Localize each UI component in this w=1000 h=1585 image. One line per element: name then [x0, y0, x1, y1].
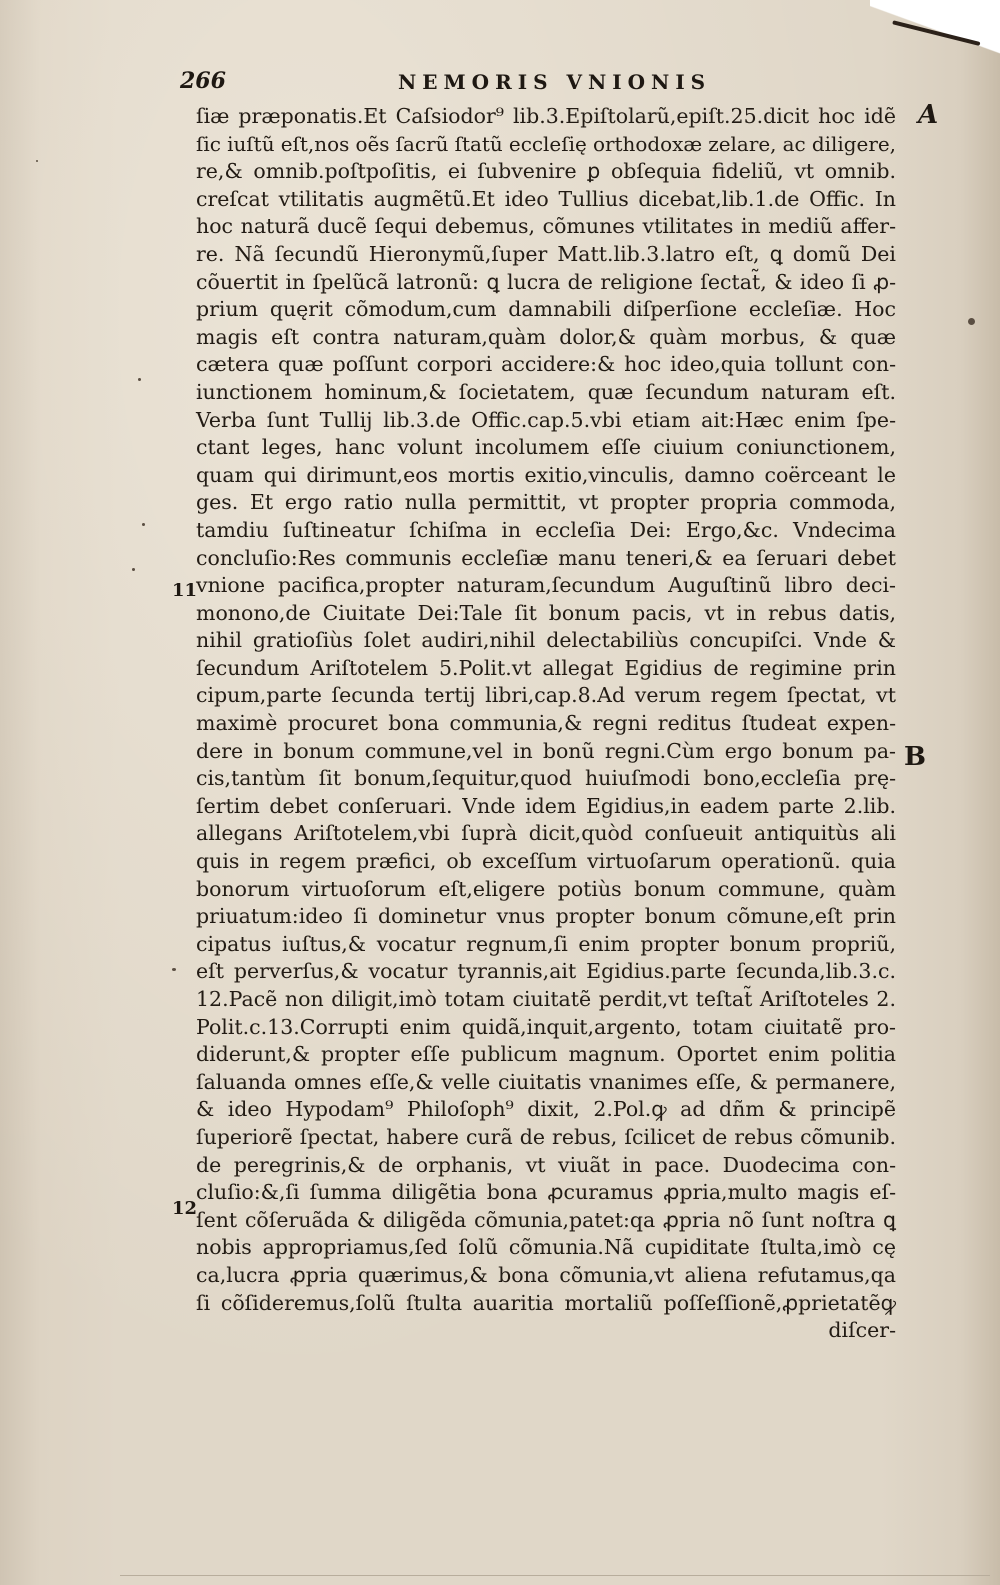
text-line: & ideo Hypodam⁹ Philoſoph⁹ dixit, 2.Pol.ꝙ ad dñm & principẽ	[196, 1097, 896, 1122]
ink-speck	[968, 318, 975, 325]
text-line: cætera quæ poſſunt corpori accidere:& hoc ideo,quia tollunt con-	[196, 352, 896, 377]
text-line: ſertim debet conſeruari. Vnde idem Egidius,in eadem parte 2.lib.	[196, 793, 896, 818]
margin-letter-b: B	[904, 742, 926, 772]
text-line: re,& omnib.poſtpoſitis, ei ſubvenire ꝑ obſequia fideliũ, vt omnib.	[196, 159, 896, 184]
text-line: ges. Et ergo ratio nulla permittit, vt propter propria commoda,	[196, 490, 896, 515]
margin-letter-a: A	[918, 100, 939, 130]
text-line: ctant leges, hanc volunt incolumem eſſe ciuium coniunctionem,	[196, 435, 896, 460]
text-line: quam qui dirimunt,eos mortis exitio,vinculis, damno coërceant le	[196, 462, 896, 487]
text-line: ſiæ prӕponatis.Et Caſsiodor⁹ lib.3.Epiſtolarũ,epiſt.25.dicit hoc idẽ	[196, 104, 896, 128]
text-line: re. Nã ſecundũ Hieronymũ,ſuper Matt.lib.3.latro eſt, ꝗ domũ Dei	[196, 241, 896, 266]
text-line: creſcat vtilitatis augmẽtũ.Et ideo Tullius dicebat,lib.1.de Offic. In	[196, 186, 896, 211]
text-line: 12.Pacẽ non diligit,imò totam ciuitatẽ perdit,vt teſtat̃ Ariſtoteles 2.	[196, 987, 896, 1011]
text-line: dere in bonum commune,vel in bonũ regni.Cùm ergo bonum pa-	[196, 738, 896, 763]
page-number: 266	[180, 68, 226, 94]
margin-number-12: 12	[172, 1198, 198, 1219]
text-line: vnione pacifica,propter naturam,ſecundum Auguſtinũ libro deci-	[196, 573, 896, 598]
text-line: ſent cõſeruãda & diligẽda cõmunia,patet:qa ꝓpria nõ ſunt noſtra ꝗ	[196, 1207, 896, 1232]
page-edge-rule	[120, 1575, 990, 1576]
text-line: cipatus iuſtus,& vocatur regnum,ſi enim propter bonum propriũ,	[196, 931, 896, 956]
ink-speck	[36, 160, 38, 162]
margin-number-11: 11	[172, 580, 198, 601]
text-line: de peregrinis,& de orphanis, vt viuãt in pace. Duodecima con-	[196, 1152, 896, 1177]
text-line: priuatum:ideo ſi dominetur vnus propter bonum cõmune,eſt prin	[196, 904, 896, 929]
text-line: ca,lucra ꝓpria quærimus,& bona cõmunia,vt aliena refutamus,qa	[196, 1262, 896, 1287]
text-line: diderunt,& propter eſſe publicum magnum. Oportet enim politia	[196, 1042, 896, 1067]
text-line: concluſio:Res communis eccleſiæ manu teneri,& ea ſeruari debet	[196, 545, 896, 570]
ink-speck	[142, 523, 145, 526]
text-line: diſcer-	[828, 1318, 896, 1343]
text-line: cõuertit in ſpelũcã latronũ: ꝗ lucra de religione ſectat̃, & ideo ſi ꝓ-	[196, 269, 896, 294]
text-line: Verba ſunt Tullij lib.3.de Offic.cap.5.vbi etiam ait:Hæc enim ſpe-	[196, 407, 896, 432]
text-line: maximè procuret bona communia,& regni reditus ſtudeat expen-	[196, 711, 896, 736]
text-line: magis eſt contra naturam,quàm dolor,& quàm morbus, & quæ	[196, 324, 896, 349]
text-line: cluſio:&,ſi ſumma diligẽtia bona ꝓcuramus ꝓpria,multo magis eſ-	[196, 1180, 896, 1205]
text-line: hoc naturã ducẽ ſequi debemus, cõmunes vtilitates in mediũ affer-	[196, 214, 896, 239]
text-line: quis in regem præfici, ob exceſſum virtuoſarum operationũ. quia	[196, 849, 896, 874]
text-line: ſaluanda omnes eſſe,& velle ciuitatis vnanimes eſſe, & permanere,	[196, 1069, 896, 1094]
body-text	[196, 103, 896, 1345]
running-head	[0, 68, 1000, 98]
text-line: nobis appropriamus,ſed ſolũ cõmunia.Nã cupiditate ſtulta,imò cę	[196, 1235, 896, 1260]
text-line: cis,tantùm ſit bonum,ſequitur,quod huiuſmodi bono,eccleſia prę-	[196, 766, 896, 791]
text-line: bonorum virtuoſorum eſt,eligere potiùs bonum commune, quàm	[196, 876, 896, 901]
text-line: eſt perverſus,& vocatur tyrannis,ait Egidius.parte ſecunda,lib.3.c.	[196, 959, 896, 984]
text-line: tamdiu ſuſtineatur ſchiſma in eccleſia Dei: Ergo,&c. Vndecima	[196, 517, 896, 542]
text-line: prium quęrit cõmodum,cum damnabili diſperſione eccleſiæ. Hoc	[196, 297, 896, 322]
text-line: ſi cõſideremus,ſolũ ſtulta auaritia mortaliũ poſſeſſionẽ,ꝓprietatẽꝙ	[196, 1290, 896, 1315]
ink-speck	[172, 968, 176, 971]
ink-speck	[132, 568, 135, 571]
running-title: NEMORIS VNIONIS	[398, 70, 712, 94]
text-line: allegans Ariſtotelem,vbi ſuprà dicit,quòd conſueuit antiquitùs ali	[196, 821, 896, 846]
text-line: ſic iuſtũ eſt,nos oẽs ſacrũ ſtatũ eccleſię orthodoxæ zelare, ac diligere,	[196, 131, 896, 156]
text-line: cipum,parte ſecunda tertij libri,cap.8.Ad verum regem ſpectat, vt	[196, 683, 896, 708]
text-line: Polit.c.13.Corrupti enim quidã,inquit,argento, totam ciuitatẽ pro-	[196, 1014, 896, 1039]
text-line: iunctionem hominum,& ſocietatem, quæ ſecundum naturam eſt.	[196, 379, 896, 404]
text-line: monono,de Ciuitate Dei:Tale ſit bonum pacis, vt in rebus datis,	[196, 600, 896, 625]
text-line: ſuperiorẽ ſpectat, habere curã de rebus, ſcilicet de rebus cõmunib.	[196, 1124, 896, 1149]
text-line: ſecundum Ariſtotelem 5.Polit.vt allegat Egidius de regimine prin	[196, 655, 896, 680]
text-line: nihil gratioſiùs ſolet audiri,nihil delectabiliùs concupiſci. Vnde &	[196, 628, 896, 653]
ink-speck	[138, 378, 141, 381]
